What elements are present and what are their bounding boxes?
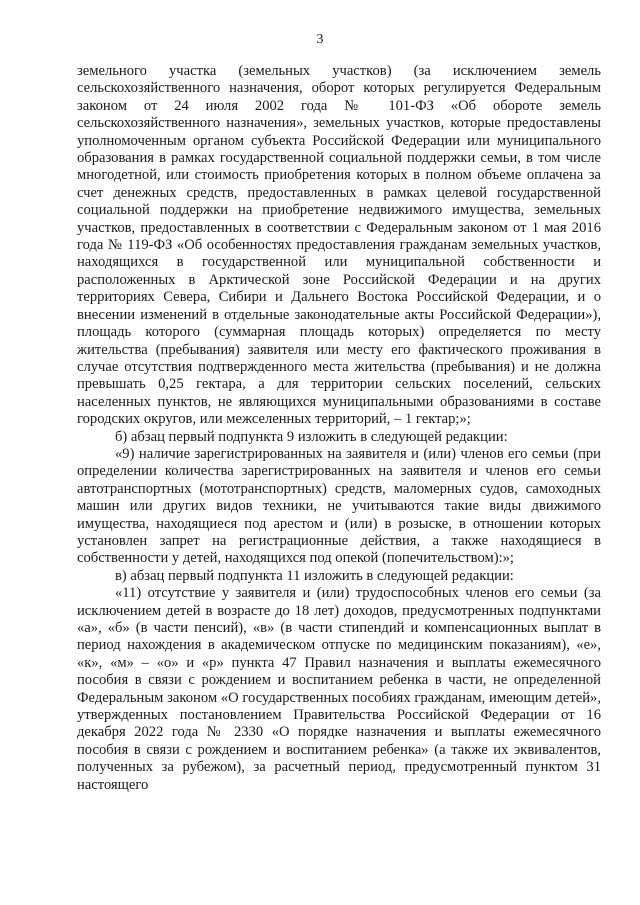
paragraph-land-plot: земельного участка (земельных участков) (за исключением земель сельскохозяйственного назначения, оборот которых регулируется Федеральным законом от 24 июля 2002 года № 101-ФЗ «Об обороте земель сельскохозяйственного назначения», земельных участков, которые предоставлены уполномоченным органом субъекта Российской Федерации или муниципального образования в рамках государственной социальной поддержки семьи, в том числе многодетной, или стоимость приобретения которых в полном объеме оплачена за счет денежных средств, предоставленных в рамках целевой государственной социальной поддержки на приобретение недвижимого имущества, земельных участков, предоставленных в соответствии с Федеральным законом от 1 мая 2016 года № 119-ФЗ «Об особенностях предоставления гражданам земельных участков, находящихся в государственной или муниципальной собственности и расположенных в Арктической зоне Российской Федерации и на других территориях Севера, Сибири и Дальнего Востока Российской Федерации, и о внесении изменений в отдельные законодательные акты Российской Федерации»), площадь которого (суммарная площадь которых) определяется по месту жительства (пребывания) заявителя или месту его фактического проживания в случае отсутствия подтвержденного места жительства (пребывания) и не должна превышать 0,25 гектара, а для территории сельских поселений, сельских населенных пунктов, не являющихся муниципальными образованиями в составе городских округов, или межселенных территорий, – 1 гектар;»; <box>77 63 601 428</box>
paragraph-subitem-11: «11) отсутствие у заявителя и (или) трудоспособных членов его семьи (за исключением детей в возрасте до 18 лет) доходов, предусмотренных подпунктами «а», «б» (в части пенсий), «в» (в части стипендий и компенсационных выплат в период нахождения в академическом отпуске по медицинским показаниям), «е», «к», «м» – «о» и «р» пункта 47 Правил назначения и выплаты ежемесячного пособия в связи с рождением и воспитанием ребенка в части, не определенной Федеральным законом «О государственных пособиях гражданам, имеющим детей», утвержденных постановлением Правительства Российской Федерации от 16 декабря 2022 года № 2330 «О порядке назначения и выплаты ежемесячного пособия в связи с рождением и воспитанием ребенка» (а также их эквивалентов, полученных за рубежом), за расчетный период, предусмотренный пунктом 31 настоящего <box>77 585 601 793</box>
page-number: 3 <box>316 32 324 47</box>
paragraph-subitem-9: «9) наличие зарегистрированных на заявителя и (или) членов его семьи (при определении количества зарегистрированных на заявителя и членов его семьи автотранспортных (мототранспортных) средств, маломерных судов, самоходных машин или других видов техники, не учитываются такие виды движимого имущества, находящиеся под арестом и (или) в розыске, в отношении которых установлен запрет на регистрационные действия, а также находящиеся в собственности у детей, находящихся под опекой (попечительством):»; <box>77 445 601 567</box>
paragraph-v-heading: в) абзац первый подпункта 11 изложить в следующей редакции: <box>115 567 514 584</box>
document-body <box>77 63 601 794</box>
paragraph-b-heading: б) абзац первый подпункта 9 изложить в следующей редакции: <box>115 428 508 445</box>
